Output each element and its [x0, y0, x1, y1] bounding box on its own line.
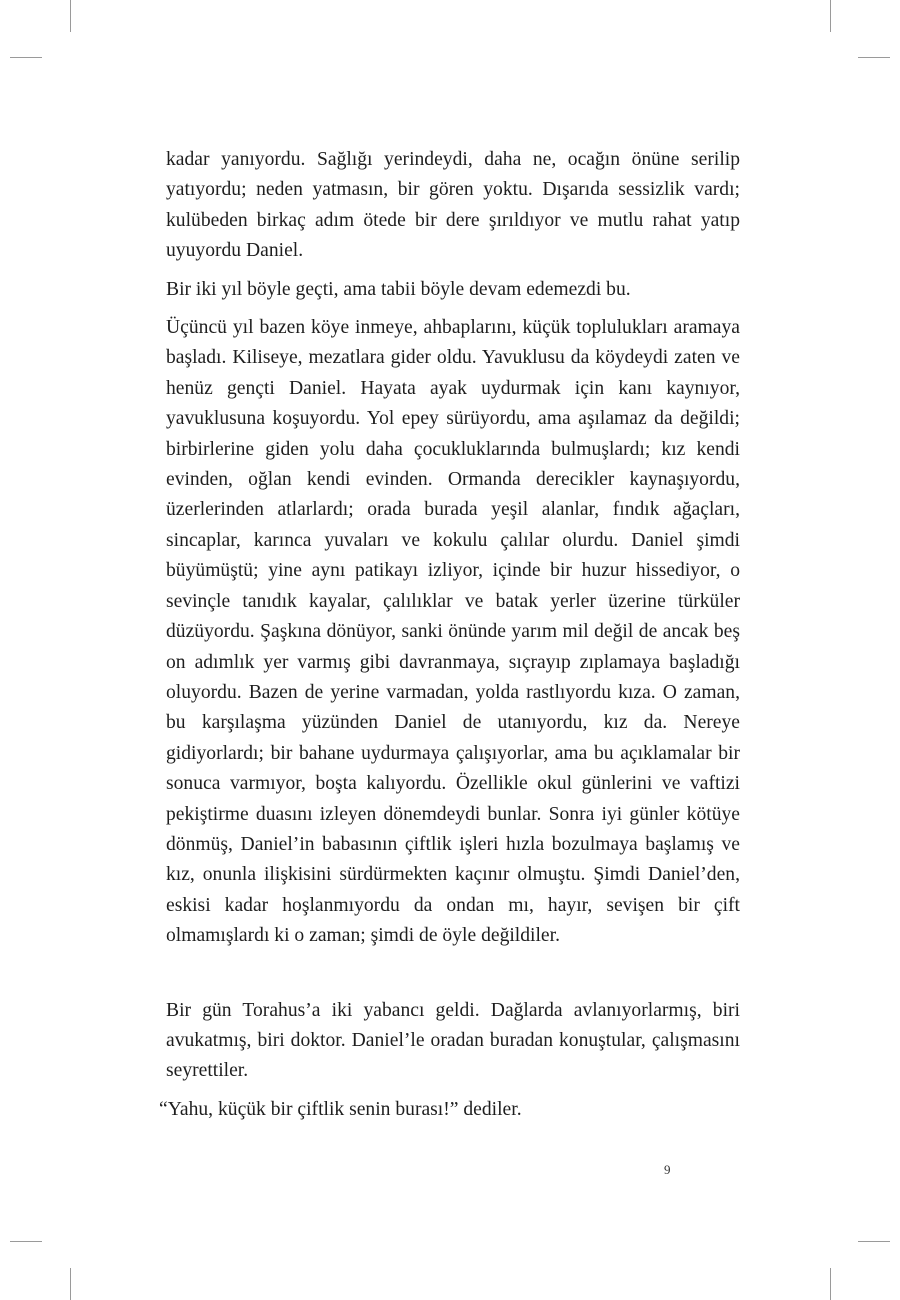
crop-mark-right-top — [858, 57, 890, 58]
body-text — [159, 145, 740, 1133]
crop-mark-bottom-right — [830, 1268, 831, 1300]
crop-mark-top-right — [830, 0, 831, 32]
paragraph: Bir gün Torahus’a iki yabancı geldi. Dağlarda avlanıyorlarmış, biri avukatmış, biri doktor. Daniel’le oradan buradan konuştular, çalışmasını seyrettiler. — [166, 999, 740, 1082]
paragraph: Bir iki yıl böyle geçti, ama tabii böyle devam edemezdi bu. — [166, 278, 631, 300]
crop-mark-left-bottom — [10, 1241, 42, 1242]
crop-mark-bottom-left — [70, 1268, 71, 1300]
crop-mark-right-bottom — [858, 1241, 890, 1242]
crop-mark-left-top — [10, 57, 42, 58]
paragraph: Üçüncü yıl bazen köye inmeye, ahbaplarını, küçük toplulukları aramaya başladı. Kiliseye, mezatlara gider oldu. Yavuklusu da köydeydi zaten ve henüz gençti Daniel. Hayata ayak uydurmak için kanı kaynıyor, yavuklusuna koşuyordu. Yol epey sürüyordu, ama aşılamaz da değildi; birbirlerine giden yolu daha çocukluklarında bulmuşlardı; kız kendi evinden, oğlan kendi evinden. Ormanda derecikler kaynaşıyordu, üzerlerinden atlarlardı; orada burada yeşil alanlar, fındık ağaçları, sincaplar, karınca yuvaları ve kokulu çalılar olurdu. Daniel şimdi büyümüştü; yine aynı patikayı izliyor, içinde bir huzur hissediyor, o sevinçle tanıdık kayalar, çalılıklar ve batak yerler üzerine türküler düzüyordu. Şaşkına dönüyor, sanki önünde yarım mil değil de ancak beş on adımlık yer varmış gibi davranmaya, sıçrayıp zıplamaya başladığı oluyordu. Bazen de yerine varmadan, yolda rastlıyordu kıza. O zaman, bu karşılaşma yüzünden Daniel de utanıyordu, kız da. Nereye gidiyorlardı; bir bahane uydurmaya çalışıyorlar, ama bu açıklamalar bir sonuca varmıyor, boşta kalıyordu. Özellikle okul günlerini ve vaftizi pekiştirme duasını izleyen dönemdeydi bunlar. Sonra iyi günler kötüye dönmüş, Daniel’in babasının çiftlik işleri hızla bozulmaya başlamış ve kız, onunla ilişkisini sürdürmekten kaçınır olmuştu. Şimdi Daniel’den, eskisi kadar hoşlanmıyordu da ondan mı, hayır, sevişen bir çift olmamışlardı ki o zaman; şimdi de öyle değildiler. — [166, 317, 740, 947]
crop-mark-top-left — [70, 0, 71, 32]
paragraph-quote: “Yahu, küçük bir çiftlik senin burası!” dediler. — [159, 1098, 522, 1120]
paragraph: kadar yanıyordu. Sağlığı yerindeydi, daha ne, ocağın önüne serilip yatıyordu; neden yatmasın, bir gören yoktu. Dışarıda sessizlik vardı; kulübeden birkaç adım ötede bir dere şırıldıyor ve mutlu rahat yatıp uyuyordu Daniel. — [166, 149, 740, 262]
page-number: 9 — [664, 1162, 671, 1177]
